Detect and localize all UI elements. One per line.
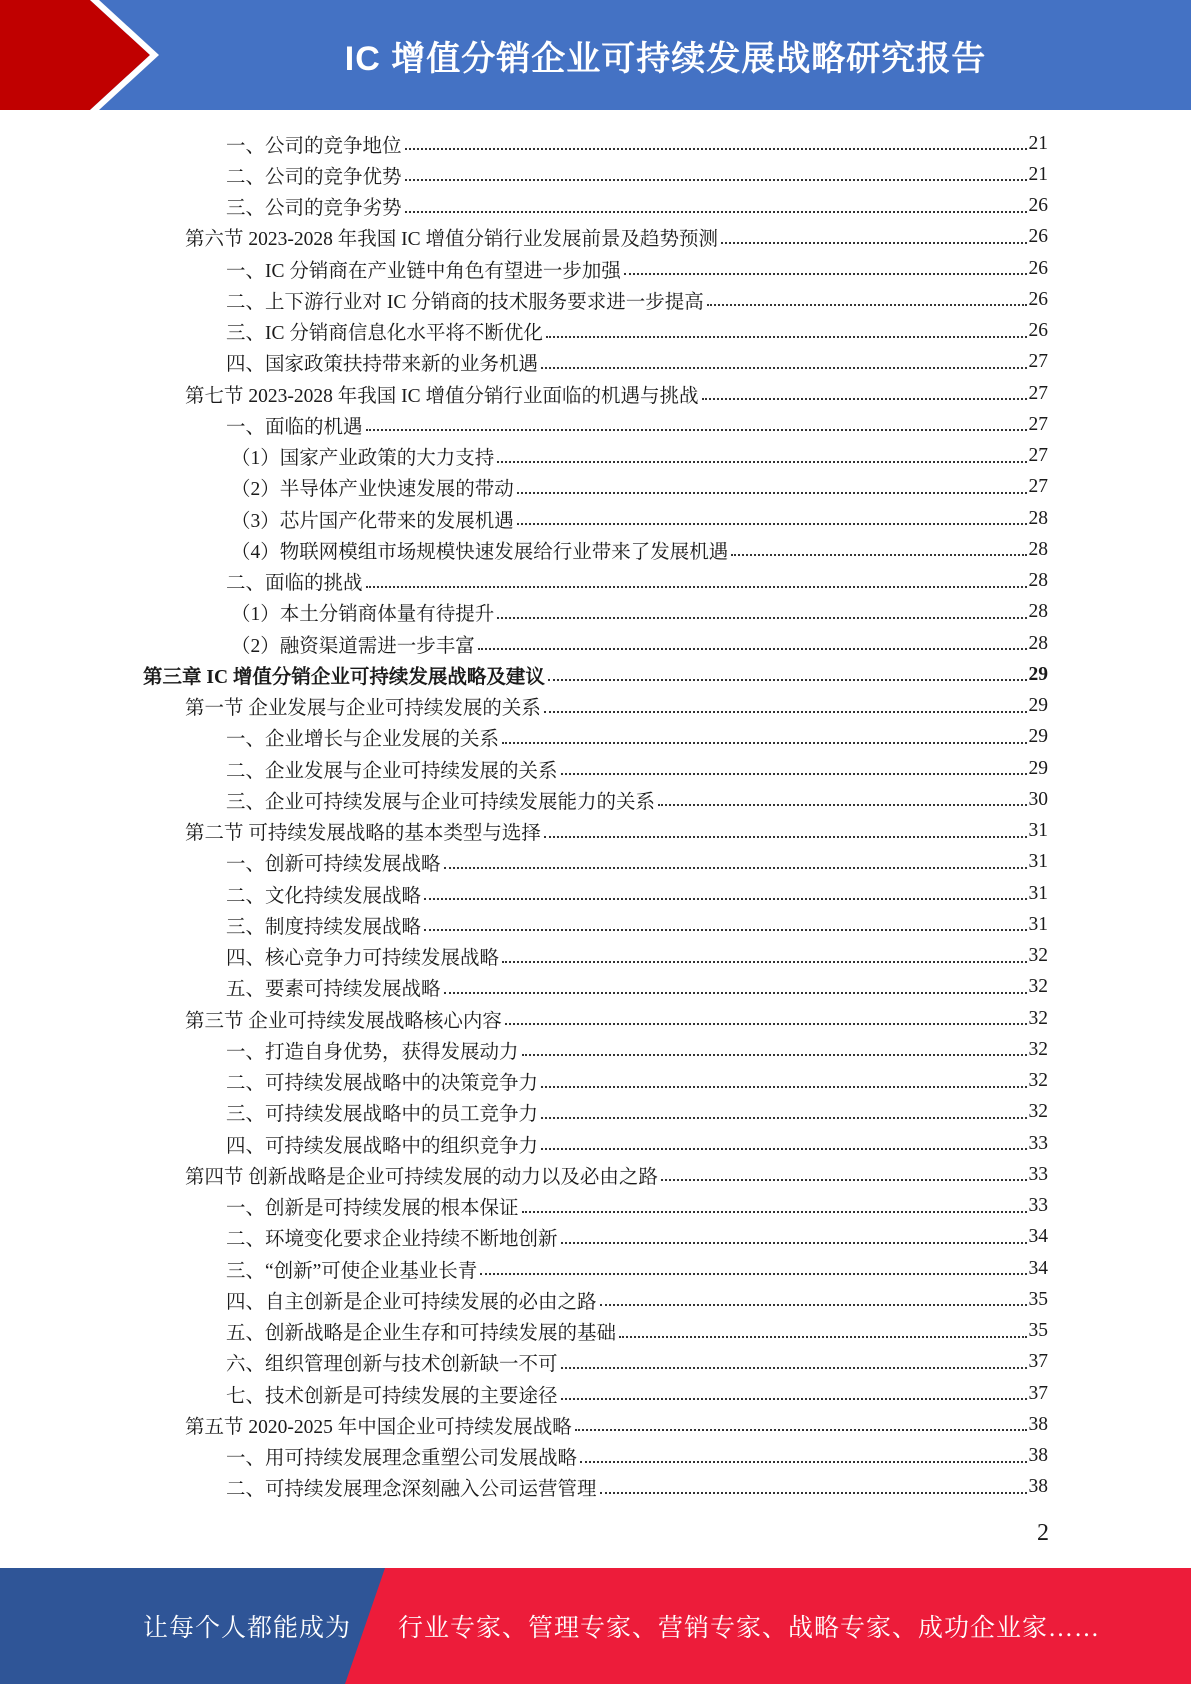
toc-entry-page: 32 <box>1028 1101 1048 1123</box>
toc-entry-title: 二、环境变化要求企业持续不断地创新 <box>226 1229 558 1251</box>
toc-entry-title: 二、企业发展与企业可持续发展的关系 <box>226 760 558 782</box>
toc-dot-leader <box>561 1398 1027 1400</box>
toc-section-entry[interactable] <box>185 222 1048 253</box>
toc-dot-leader <box>541 1148 1026 1150</box>
toc-entry-title: （2）融资渠道需进一步丰富 <box>231 635 475 657</box>
toc-entry-title: 三、公司的竞争劣势 <box>226 198 402 219</box>
toc-entry[interactable] <box>226 878 1048 909</box>
toc-section-entry[interactable] <box>185 691 1048 722</box>
toc-entry-page: 37 <box>1028 1382 1048 1404</box>
toc-entry[interactable] <box>226 1191 1048 1222</box>
toc-entry[interactable] <box>226 1097 1048 1128</box>
toc-chapter-entry[interactable] <box>143 659 1048 690</box>
toc-entry-page: 38 <box>1028 1445 1048 1466</box>
toc-dot-leader <box>480 1273 1026 1275</box>
toc-entry-title: 二、可持续发展理念深刻融入公司运营管理 <box>226 1479 597 1501</box>
page-footer <box>0 1568 1191 1684</box>
toc-entry-title: 一、面临的机遇 <box>226 416 363 438</box>
toc-dot-leader <box>478 648 1027 650</box>
toc-dot-leader <box>497 617 1026 619</box>
toc-entry-title: 一、企业增长与企业发展的关系 <box>226 729 500 751</box>
toc-dot-leader <box>624 273 1027 275</box>
toc-entry-title: （1）国家产业政策的大力支持 <box>231 448 495 469</box>
page-number: 2 <box>1037 1520 1049 1546</box>
toc-entry-title: 二、文化持续发展战略 <box>226 885 422 907</box>
toc-entry-page: 21 <box>1028 163 1048 185</box>
toc-entry-title: 三、可持续发展战略中的员工竞争力 <box>226 1104 539 1126</box>
toc-entry-page: 33 <box>1028 1195 1048 1216</box>
toc-entry-page: 28 <box>1028 570 1048 591</box>
toc-entry-title: 一、公司的竞争地位 <box>226 135 402 157</box>
toc-dot-leader <box>541 1086 1026 1088</box>
toc-dot-leader <box>544 711 1027 713</box>
toc-entry-title: 一、打造自身优势，获得发展动力 <box>226 1041 519 1063</box>
toc-entry[interactable] <box>226 972 1048 1003</box>
toc-entry[interactable] <box>231 597 1048 628</box>
toc-entry-title: 一、创新可持续发展战略 <box>226 854 441 876</box>
toc-entry[interactable] <box>226 566 1048 597</box>
toc-section-entry[interactable] <box>185 1159 1048 1190</box>
toc-entry-title: 二、上下游行业对 IC 分销商的技术服务要求进一步提高 <box>226 291 704 313</box>
toc-entry-page: 29 <box>1028 757 1048 779</box>
toc-dot-leader <box>619 1336 1026 1338</box>
toc-entry-page: 27 <box>1028 413 1048 435</box>
toc-entry[interactable] <box>231 441 1048 472</box>
toc-entry[interactable] <box>226 253 1048 284</box>
toc-entry[interactable] <box>226 159 1048 190</box>
toc-entry[interactable] <box>226 1441 1048 1472</box>
toc-entry[interactable] <box>226 1472 1048 1503</box>
toc-dot-leader <box>731 554 1026 556</box>
toc-entry-title: 一、用可持续发展理念重塑公司发展战略 <box>226 1448 578 1469</box>
toc-section-entry[interactable] <box>185 1003 1048 1034</box>
toc-entry-page: 34 <box>1028 1257 1048 1279</box>
toc-entry-page: 29 <box>1028 695 1048 716</box>
toc-dot-leader <box>505 1023 1027 1025</box>
toc-dot-leader <box>502 742 1026 744</box>
toc-entry[interactable] <box>226 284 1048 315</box>
toc-dot-leader <box>517 492 1027 494</box>
toc-entry-title: 四、国家政策扶持带来新的业务机遇 <box>226 354 539 376</box>
toc-dot-leader <box>575 1429 1027 1431</box>
toc-dot-leader <box>600 1304 1027 1306</box>
toc-entry-page: 31 <box>1028 913 1048 935</box>
toc-dot-leader <box>366 586 1027 588</box>
toc-entry[interactable] <box>226 1347 1048 1378</box>
toc-entry-title: （3）芯片国产化带来的发展机遇 <box>231 510 514 532</box>
toc-entry-page: 26 <box>1028 288 1048 310</box>
toc-entry-page: 38 <box>1028 1476 1048 1498</box>
toc-entry[interactable] <box>226 1253 1048 1284</box>
toc-entry-page: 32 <box>1028 945 1048 966</box>
toc-entry-page: 29 <box>1028 726 1048 748</box>
toc-dot-leader <box>548 679 1027 681</box>
toc-dot-leader <box>600 1492 1027 1494</box>
toc-section-entry[interactable] <box>185 1409 1048 1440</box>
toc-entry[interactable] <box>226 128 1048 159</box>
toc-entry-page: 30 <box>1028 788 1048 810</box>
toc-entry-title: （2）半导体产业快速发展的带动 <box>231 479 514 501</box>
toc-dot-leader <box>444 867 1027 869</box>
toc-entry-page: 35 <box>1028 1320 1048 1341</box>
toc-dot-leader <box>405 148 1027 150</box>
toc-entry[interactable] <box>226 1128 1048 1159</box>
toc-entry-page: 27 <box>1028 382 1048 404</box>
toc-entry-page: 27 <box>1028 351 1048 373</box>
page-header <box>0 0 1191 110</box>
toc-entry-title: 五、创新战略是企业生存和可持续发展的基础 <box>226 1323 617 1344</box>
toc-dot-leader <box>424 898 1026 900</box>
toc-entry-title: 一、IC 分销商在产业链中角色有望进一步加强 <box>226 260 621 282</box>
toc-entry-page: 29 <box>1028 663 1048 685</box>
toc-entry-title: 四、可持续发展战略中的组织竞争力 <box>226 1135 539 1157</box>
toc-entry-title: 第三节 企业可持续发展战略核心内容 <box>185 1010 502 1032</box>
toc-entry-page: 28 <box>1028 632 1048 654</box>
toc-entry-title: 一、创新是可持续发展的根本保证 <box>226 1198 519 1219</box>
toc-entry-page: 27 <box>1028 445 1048 466</box>
toc-entry[interactable] <box>226 347 1048 378</box>
toc-entry[interactable] <box>226 316 1048 347</box>
toc-entry[interactable] <box>226 1066 1048 1097</box>
toc-entry[interactable] <box>231 628 1048 659</box>
toc-entry[interactable] <box>226 847 1048 878</box>
toc-entry-title: 二、公司的竞争优势 <box>226 166 402 188</box>
toc-entry-title: （4）物联网模组市场规模快速发展给行业带来了发展机遇 <box>231 541 729 563</box>
toc-dot-leader <box>444 992 1027 994</box>
toc-entry[interactable] <box>226 1222 1048 1253</box>
toc-entry[interactable] <box>226 1284 1048 1315</box>
toc-dot-leader <box>405 211 1027 213</box>
toc-entry-title: 第七节 2023-2028 年我国 IC 增值分销行业面临的机遇与挑战 <box>185 385 699 407</box>
toc-section-entry[interactable] <box>185 378 1048 409</box>
toc-entry[interactable] <box>226 753 1048 784</box>
toc-entry[interactable] <box>226 1034 1048 1065</box>
toc-dot-leader <box>707 304 1027 306</box>
toc-dot-leader <box>366 429 1027 431</box>
report-title: IC 增值分销企业可持续发展战略研究报告 <box>344 39 987 78</box>
toc-entry-title: 第一节 企业发展与企业可持续发展的关系 <box>185 698 541 719</box>
toc-dot-leader <box>497 461 1026 463</box>
toc-dot-leader <box>544 836 1027 838</box>
toc-entry-page: 32 <box>1028 1070 1048 1091</box>
toc-dot-leader <box>561 1367 1027 1369</box>
header-red-arrow <box>0 0 150 110</box>
toc-entry-title: 五、要素可持续发展战略 <box>226 979 441 1001</box>
toc-entry-page: 28 <box>1028 601 1048 623</box>
toc-entry[interactable] <box>226 409 1048 440</box>
toc-entry-title: 二、面临的挑战 <box>226 573 363 594</box>
toc-entry-page: 37 <box>1028 1351 1048 1373</box>
toc-dot-leader <box>541 367 1026 369</box>
toc-dot-leader <box>522 1054 1027 1056</box>
toc-dot-leader <box>546 336 1027 338</box>
toc-entry-title: 七、技术创新是可持续发展的主要途径 <box>226 1385 558 1407</box>
toc-entry[interactable] <box>231 472 1048 503</box>
toc-entry-title: 三、企业可持续发展与企业可持续发展能力的关系 <box>226 791 656 813</box>
toc-entry-page: 21 <box>1028 132 1048 154</box>
toc-entry[interactable] <box>226 191 1048 222</box>
toc-entry-title: 第五节 2020-2025 年中国企业可持续发展战略 <box>185 1416 572 1438</box>
toc-entry-title: 三、制度持续发展战略 <box>226 916 422 938</box>
toc-entry-page: 33 <box>1028 1163 1048 1185</box>
toc-entry-title: （1）本土分销商体量有待提升 <box>231 604 495 626</box>
toc-entry-title: 四、自主创新是企业可持续发展的必由之路 <box>226 1291 597 1313</box>
toc-dot-leader <box>661 1179 1027 1181</box>
toc-dot-leader <box>541 1117 1026 1119</box>
toc-entry-title: 三、IC 分销商信息化水平将不断优化 <box>226 323 543 344</box>
toc-entry-page: 32 <box>1028 1007 1048 1029</box>
toc-entry-page: 27 <box>1028 476 1048 498</box>
toc-entry-page: 38 <box>1028 1413 1048 1435</box>
toc-entry-title: 四、核心竞争力可持续发展战略 <box>226 948 500 969</box>
toc-entry[interactable] <box>226 784 1048 815</box>
toc-entry-page: 26 <box>1028 320 1048 341</box>
toc-dot-leader <box>502 961 1026 963</box>
toc-entry-page: 28 <box>1028 538 1048 560</box>
toc-dot-leader <box>405 179 1027 181</box>
toc-entry-title: 第三章 IC 增值分销企业可持续发展战略及建议 <box>143 666 545 688</box>
footer-slogan-lead: 让每个人都能成为 <box>143 1615 352 1642</box>
toc-entry-title: 第六节 2023-2028 年我国 IC 增值分销行业发展前景及趋势预测 <box>185 229 718 251</box>
toc-entry[interactable] <box>226 1378 1048 1409</box>
toc-dot-leader <box>522 1211 1027 1213</box>
toc-entry-title: 二、可持续发展战略中的决策竞争力 <box>226 1073 539 1094</box>
toc-section-entry[interactable] <box>185 816 1048 847</box>
toc-entry-page: 34 <box>1028 1226 1048 1248</box>
toc-entry-page: 31 <box>1028 851 1048 873</box>
toc-entry[interactable] <box>226 941 1048 972</box>
toc-entry-title: 第二节 可持续发展战略的基本类型与选择 <box>185 823 541 844</box>
toc-entry[interactable] <box>231 503 1048 534</box>
toc-entry-page: 35 <box>1028 1288 1048 1310</box>
toc-dot-leader <box>561 773 1027 775</box>
toc-dot-leader <box>702 398 1027 400</box>
toc-entry[interactable] <box>231 534 1048 565</box>
toc-entry-title: 第四节 创新战略是企业可持续发展的动力以及必由之路 <box>185 1166 658 1188</box>
toc-entry-page: 31 <box>1028 882 1048 904</box>
toc-dot-leader <box>721 242 1027 244</box>
toc-entry-page: 33 <box>1028 1132 1048 1154</box>
toc-entry[interactable] <box>226 909 1048 940</box>
toc-entry-page: 28 <box>1028 507 1048 529</box>
toc-dot-leader <box>580 1461 1026 1463</box>
toc-entry[interactable] <box>226 1316 1048 1347</box>
toc-entry-page: 26 <box>1028 226 1048 248</box>
toc-entry-title: 六、组织管理创新与技术创新缺一不可 <box>226 1354 558 1376</box>
toc-dot-leader <box>658 804 1026 806</box>
toc-dot-leader <box>561 1242 1027 1244</box>
toc-entry-page: 32 <box>1028 976 1048 998</box>
toc-entry-page: 26 <box>1028 257 1048 279</box>
toc-entry[interactable] <box>226 722 1048 753</box>
footer-slogan-roles: 行业专家、管理专家、营销专家、战略专家、成功企业家…… <box>398 1615 1101 1642</box>
toc-entry-title: 三、“创新”可使企业基业长青 <box>226 1260 478 1282</box>
toc-dot-leader <box>517 523 1027 525</box>
toc-entry-page: 26 <box>1028 195 1048 216</box>
toc-dot-leader <box>424 929 1026 931</box>
toc-entry-page: 32 <box>1028 1038 1048 1060</box>
toc-entry-page: 31 <box>1028 820 1048 841</box>
